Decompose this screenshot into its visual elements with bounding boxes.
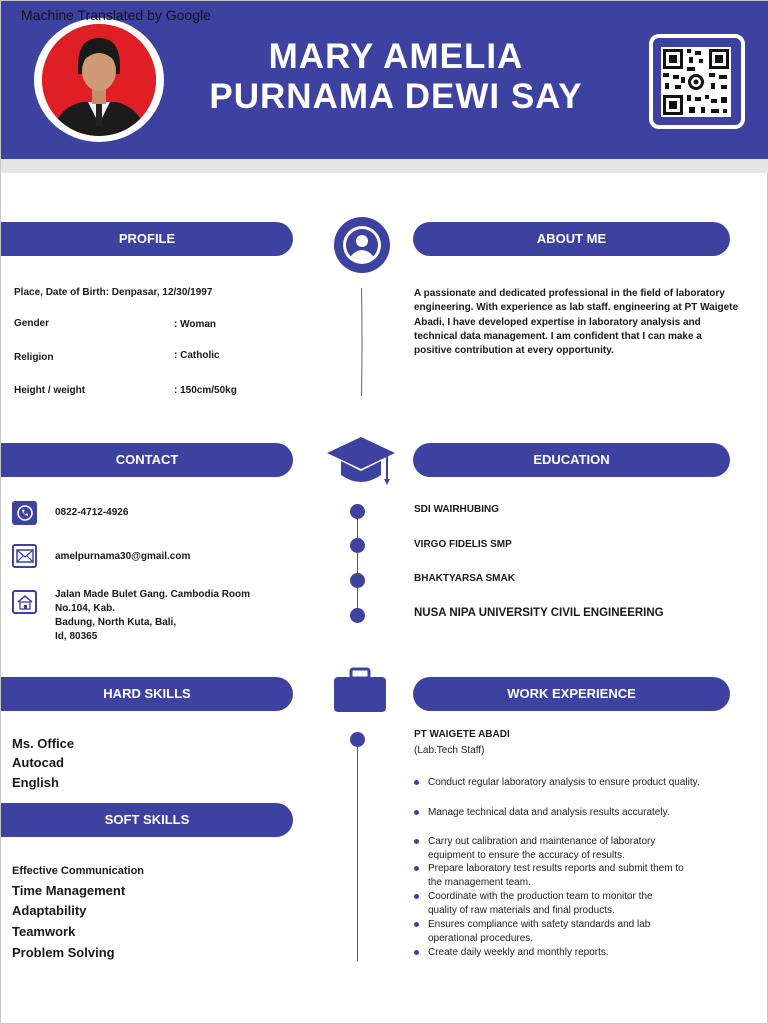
religion-label: Religion bbox=[14, 352, 54, 363]
section-profile: PROFILE bbox=[1, 222, 293, 256]
candidate-name bbox=[181, 37, 611, 117]
name-line-1: MARY AMELIA bbox=[268, 37, 524, 76]
work-bullet: Prepare laboratory test results reports and submit them to the management team. bbox=[414, 862, 694, 889]
about-text: A passionate and dedicated professional in the field of laboratory engineering. With experience as lab staff. engineering at PT Waigete Abadi, I have developed expertise in laboratory analysis and technical data management. I am confident that I can make a positive contribution at every opportunity. bbox=[414, 288, 739, 357]
hard-skill-item: Autocad bbox=[12, 755, 64, 770]
work-bullet: Manage technical data and analysis results accurately. bbox=[414, 806, 714, 820]
education-item: NUSA NIPA UNIVERSITY CIVIL ENGINEERING bbox=[414, 607, 664, 619]
section-hard-skills: HARD SKILLS bbox=[1, 677, 293, 711]
address-line-1: Jalan Made Bulet Gang. Cambodia Room bbox=[55, 589, 251, 600]
envelope-icon bbox=[12, 544, 37, 568]
height-weight-value: : 150cm/50kg bbox=[174, 385, 237, 396]
education-dot bbox=[350, 608, 365, 623]
hard-skill-item: English bbox=[12, 775, 59, 790]
gender-label: Gender bbox=[14, 318, 50, 329]
soft-skill-item: Effective Communication bbox=[12, 865, 145, 877]
education-timeline bbox=[357, 511, 358, 617]
education-item: SDI WAIRHUBING bbox=[414, 504, 499, 515]
work-bullet: Create daily weekly and monthly reports. bbox=[414, 946, 714, 960]
work-timeline bbox=[357, 739, 358, 961]
education-dot bbox=[350, 573, 365, 588]
profile-divider bbox=[360, 288, 363, 396]
address-line-3: Badung, North Kuta, Bali, bbox=[55, 617, 177, 628]
education-dot bbox=[350, 504, 365, 519]
name-line-2: PURNAMA DEWI SAY bbox=[209, 77, 583, 116]
work-role: (Lab.Tech Staff) bbox=[414, 745, 485, 756]
graduation-cap-icon bbox=[325, 435, 397, 487]
height-weight-label: Height / weight bbox=[14, 385, 86, 396]
education-item: VIRGO FIDELIS SMP bbox=[414, 539, 512, 550]
whatsapp-icon bbox=[12, 501, 37, 525]
work-bullet: Coordinate with the production team to monitor the quality of raw materials and final products. bbox=[414, 890, 674, 917]
work-company: PT WAIGETE ABADI bbox=[414, 729, 510, 740]
header-shadow bbox=[1, 159, 768, 173]
qr-code-icon bbox=[661, 47, 731, 117]
gender-value: : Woman bbox=[174, 319, 217, 330]
translation-banner: Machine Translated by Google bbox=[21, 7, 211, 23]
work-bullet: Carry out calibration and maintenance of laboratory equipment to ensure the accuracy of results. bbox=[414, 835, 684, 862]
birth-info: Place, Date of Birth: Denpasar, 12/30/1997 bbox=[14, 287, 213, 298]
section-soft-skills: SOFT SKILLS bbox=[1, 803, 293, 837]
address-line-4: Id, 80365 bbox=[55, 631, 98, 642]
education-dot bbox=[350, 538, 365, 553]
religion-value: : Catholic bbox=[174, 350, 220, 361]
profile-photo bbox=[42, 24, 156, 136]
work-bullet: Conduct regular laboratory analysis to ensure product quality. bbox=[414, 776, 714, 790]
soft-skill-item: Time Management bbox=[12, 883, 126, 898]
soft-skill-item: Adaptability bbox=[12, 903, 87, 918]
home-icon bbox=[12, 590, 37, 614]
work-bullet: Ensures compliance with safety standards and lab operational procedures. bbox=[414, 918, 674, 945]
soft-skill-item: Teamwork bbox=[12, 924, 76, 939]
education-item: BHAKTYARSA SMAK bbox=[414, 573, 515, 584]
briefcase-icon bbox=[333, 667, 387, 713]
section-work-experience: WORK EXPERIENCE bbox=[413, 677, 730, 711]
contact-email[interactable]: amelpurnama30@gmail.com bbox=[55, 551, 191, 562]
user-icon bbox=[334, 217, 390, 273]
address-line-2: No.104, Kab. bbox=[55, 603, 116, 614]
hard-skill-item: Ms. Office bbox=[12, 736, 75, 751]
section-contact: CONTACT bbox=[1, 443, 293, 477]
work-dot bbox=[350, 732, 365, 747]
contact-address bbox=[55, 588, 250, 644]
contact-phone[interactable]: 0822-4712-4926 bbox=[55, 507, 129, 518]
section-about: ABOUT ME bbox=[413, 222, 730, 256]
soft-skill-item: Problem Solving bbox=[12, 945, 115, 960]
section-education: EDUCATION bbox=[413, 443, 730, 477]
